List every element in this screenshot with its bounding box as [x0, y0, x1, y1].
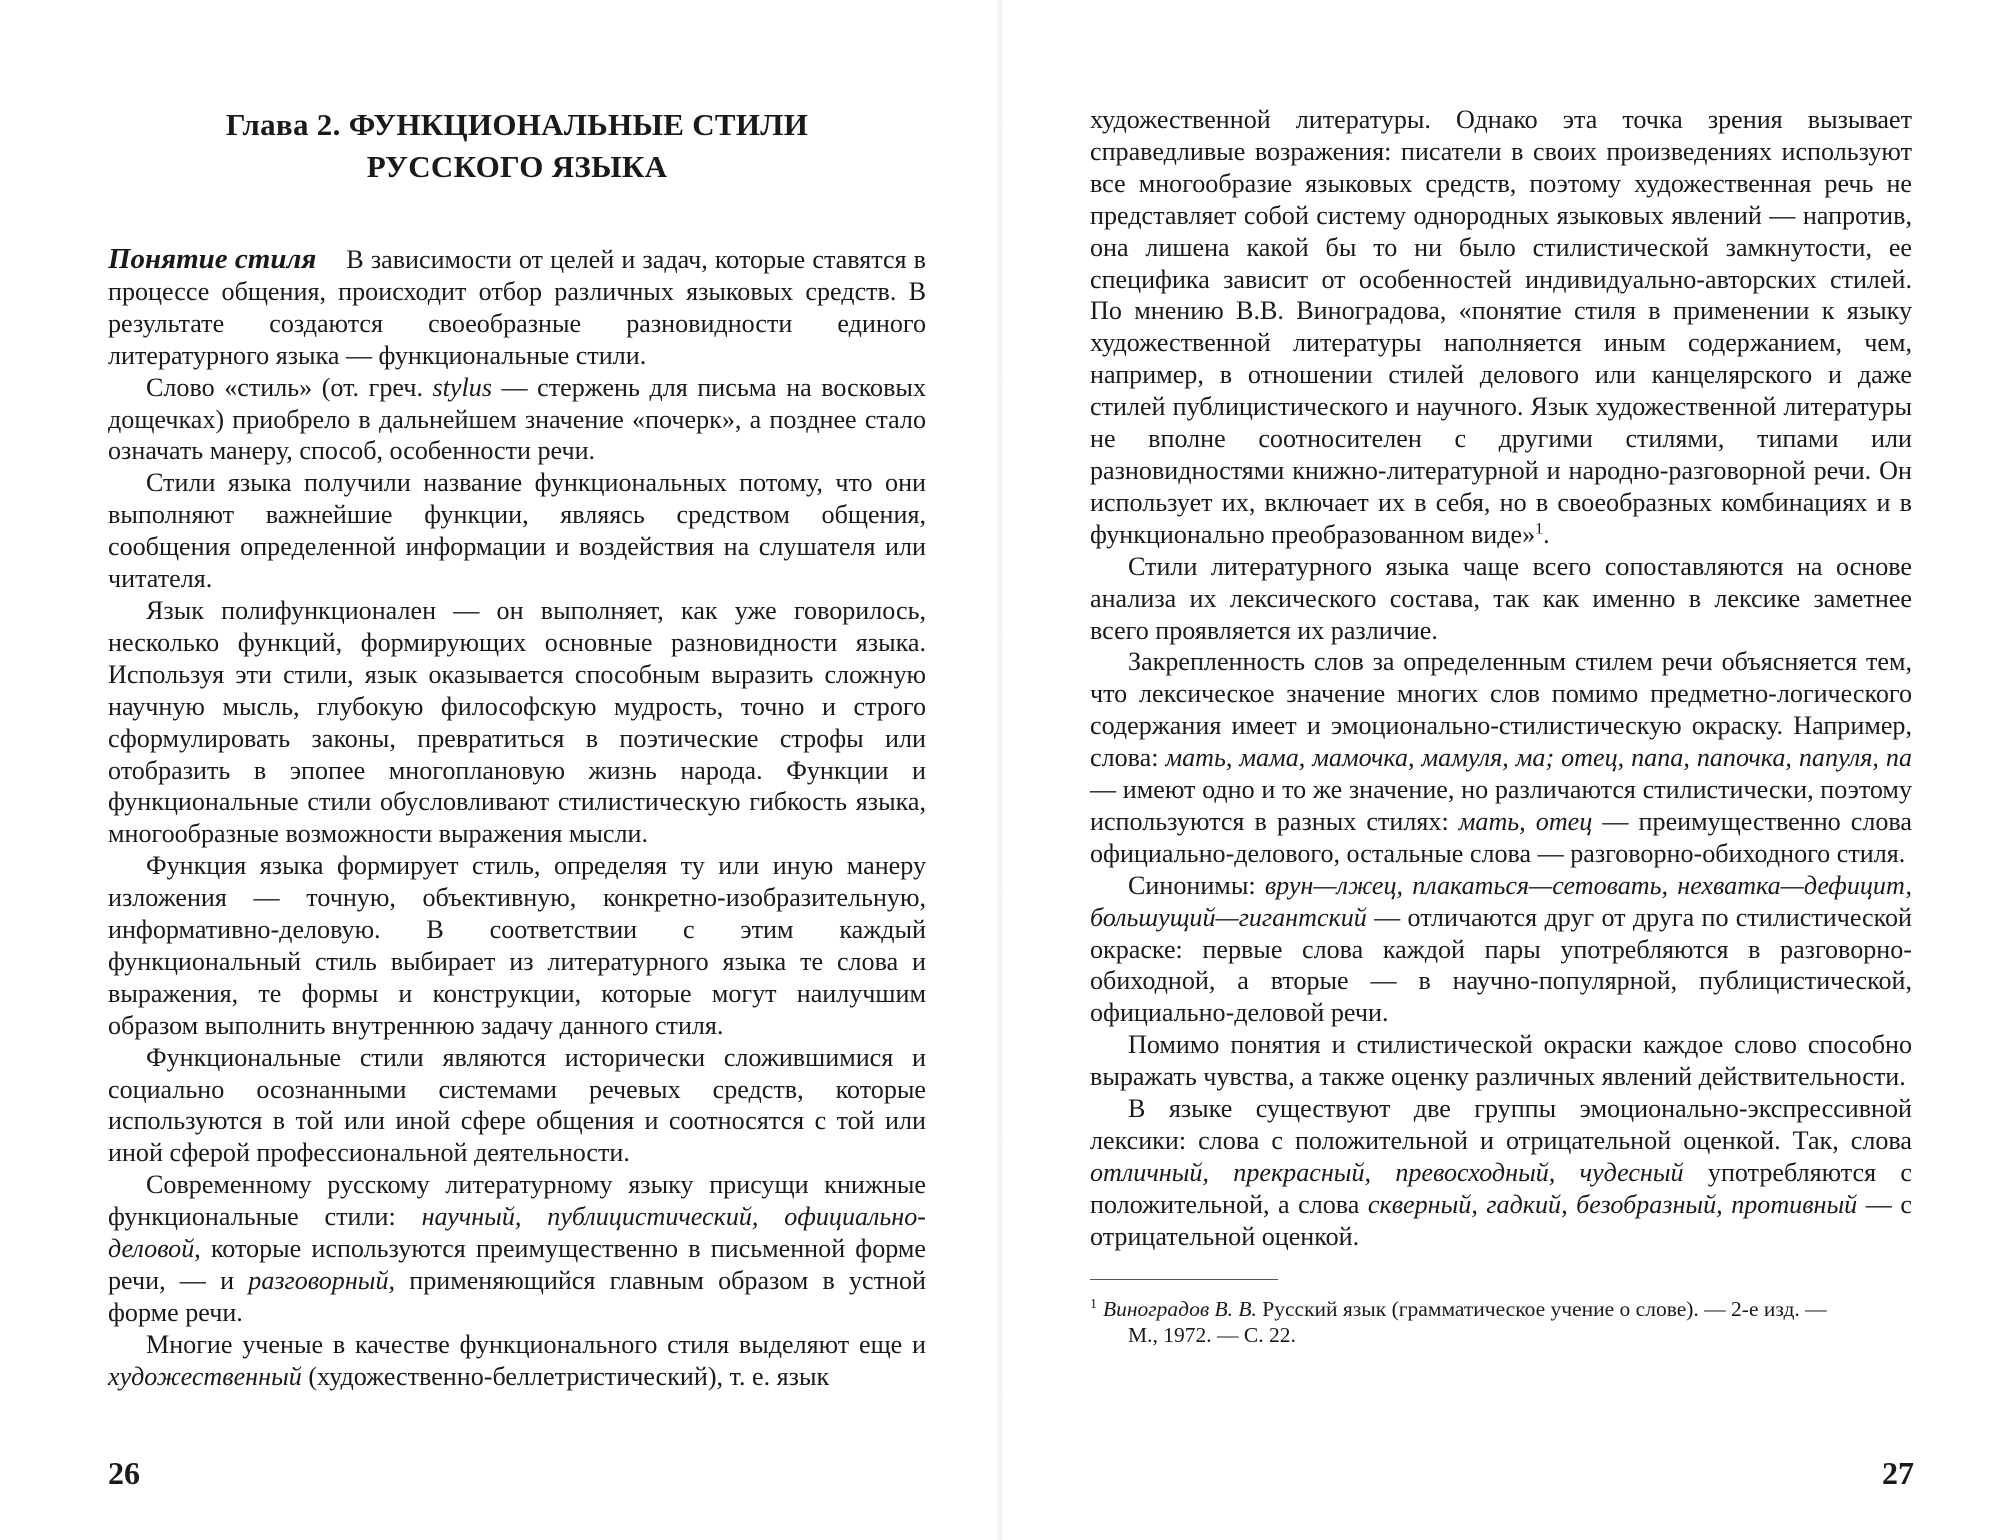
- paragraph: Слово «стиль» (от. греч. stylus — стержень для письма на восковых дощечках) приобрело в дальнейшем значение «почерк», а позднее стало означать манеру, способ, особенности речи.: [108, 372, 927, 466]
- paragraph: Стили языка получили название функциональных потому, что они выполняют важнейшие функции, являясь средством общения, сообщения определенной информации и воздействия на слушателя или читателя.: [108, 468, 926, 594]
- page-number: 27: [1882, 1455, 1914, 1491]
- paragraph: Функция языка формирует стиль, определяя ту или иную манеру изложения — точную, объективную, конкретно-изобразительную, информативно-деловую. В соответствии с этим каждый функциональный стиль выбирает из литературного языка те слова и выражения, те формы и конструкции, которые могут наилучшим образом выполнить внутреннюю задачу данного стиля.: [108, 851, 926, 1040]
- paragraph: Язык полифункционален — он выполняет, как уже говорилось, несколько функций, формирующих основные разновидности языка. Используя эти стили, язык оказывается способным выразить сложную научную мысль, глубокую философскую мудрость, точно и строго сформулировать законы, превратиться в поэтические строфы или отобразить в эпопее многоплановую жизнь народа. Функции и функциональные стили обусловливают стилистическую гибкость языка, многообразные возможности выражения мысли.: [108, 595, 926, 849]
- footnote-line-1: $^1$ Виноградов В. В. Русский язык (грамматическое учение о слове). — 2-е изд. —: [1090, 1296, 1827, 1321]
- paragraph: художественной литературы. Однако эта точка зрения вызывает справедливые возражения: писатели в своих произведениях используют все многообразие языковых средств, поэтому художественная речь не представляет собой систему однородных языковых явлений — напротив, она лишена какой бы то ни было стилистической замкнутости, ее специфика зависит от особенностей индивидуально-авторских стилей. По мнению В.В. Виноградова, «понятие стиля в применении к языку художественной литературы наполняется иным содержанием, чем, например, в отношении стилей делового или канцелярского и даже стилей публицистического и научного. Язык художественной литературы не вполне соотносителен с другими стилями, типами или разновидностями книжно-литературной и народно-разговорной речи. Он использует их, включает их в себя, но в своеобразных комбинациях и в функционально преобразованном виде»$^1$.: [1090, 105, 1912, 549]
- chapter-title-line-1: Глава 2. ФУНКЦИОНАЛЬНЫЕ СТИЛИ: [225, 107, 809, 142]
- paragraph: Помимо понятия и стилистической окраски каждое слово способно выражать чувства, а также оценку различных явлений действительности.: [1090, 1030, 1912, 1092]
- footnote-reference: 1: [1535, 520, 1544, 538]
- footnote-author: Виноградов В. В.: [1103, 1296, 1257, 1321]
- paragraph: Закрепленность слов за определенным стилем речи объясняется тем, что лексическое значение многих слов помимо предметно-логического содержания имеет и эмоционально-стилистическую окраску. Например, слова: мать, мама, мамочка, мамуля, ма; отец, папа, папочка, папуля, па — имеют одно и то же значение, но различаются стилистически, поэтому используются в разных стилях: мать, отец — преимущественно слова официально-делового, остальные слова — разговорно-обиходного стиля.: [1090, 647, 1912, 868]
- footnote-number: 1: [1090, 1296, 1097, 1312]
- footnote-line-2: М., 1972. — С. 22.: [1128, 1323, 1296, 1348]
- paragraph: Стили литературного языка чаще всего сопоставляются на основе анализа их лексического состава, так как именно в лексике заметнее всего проявляется их различие.: [1090, 551, 1912, 645]
- section-heading: Понятие стиля: [108, 243, 317, 275]
- right-text-column: [1090, 104, 1912, 1349]
- chapter-title: [108, 104, 926, 188]
- paragraph: Современному русскому литературному языку присущи книжные функциональные стили: научный, публицистический, официально-деловой, которые используются преимущественно в письменной форме речи, — и разговорный, применяющийся главным образом в устной форме речи.: [108, 1170, 926, 1327]
- page-number: 26: [108, 1455, 140, 1491]
- paragraph: Синонимы: врун—лжец, плакаться—сетовать, нехватка—дефицит, большущий—гигантский — отличаются друг от друга по стилистической окраске: первые слова каждой пары употребляются в разговорно-обиходной, а вторые — в научно-популярной, публицистической, официально-деловой речи.: [1090, 870, 1912, 1028]
- chapter-title-line-2: РУССКОГО ЯЗЫКА: [366, 149, 668, 184]
- paragraph: Многие ученые в качестве функционального стиля выделяют еще и художественный (художественно-беллетристический), т. е. язык: [108, 1329, 926, 1391]
- paragraph: Понятие стиля В зависимости от целей и задач, которые ставятся в процессе общения, происходит отбор различных языковых средств. В результате создаются своеобразные разновидности единого литературного языка — функциональные стили.: [108, 243, 926, 370]
- footnote-divider: [1090, 1279, 1278, 1280]
- right-page: [1000, 0, 2000, 1540]
- paragraph: В языке существуют две группы эмоционально-экспрессивной лексики: слова с положительной и отрицательной оценкой. Так, слова отличный, прекрасный, превосходный, чудесный употребляются с положительной, а слова скверный, гадкий, безобразный, противный — с отрицательной оценкой.: [1090, 1094, 1912, 1251]
- paragraph: Функциональные стили являются исторически сложившимися и социально осознанными системами речевых средств, которые используются в той или иной сфере общения и соотносятся с той или иной сферой профессиональной деятельности.: [108, 1042, 926, 1168]
- footnote: [1090, 1292, 1912, 1349]
- left-text-column: [108, 104, 926, 1393]
